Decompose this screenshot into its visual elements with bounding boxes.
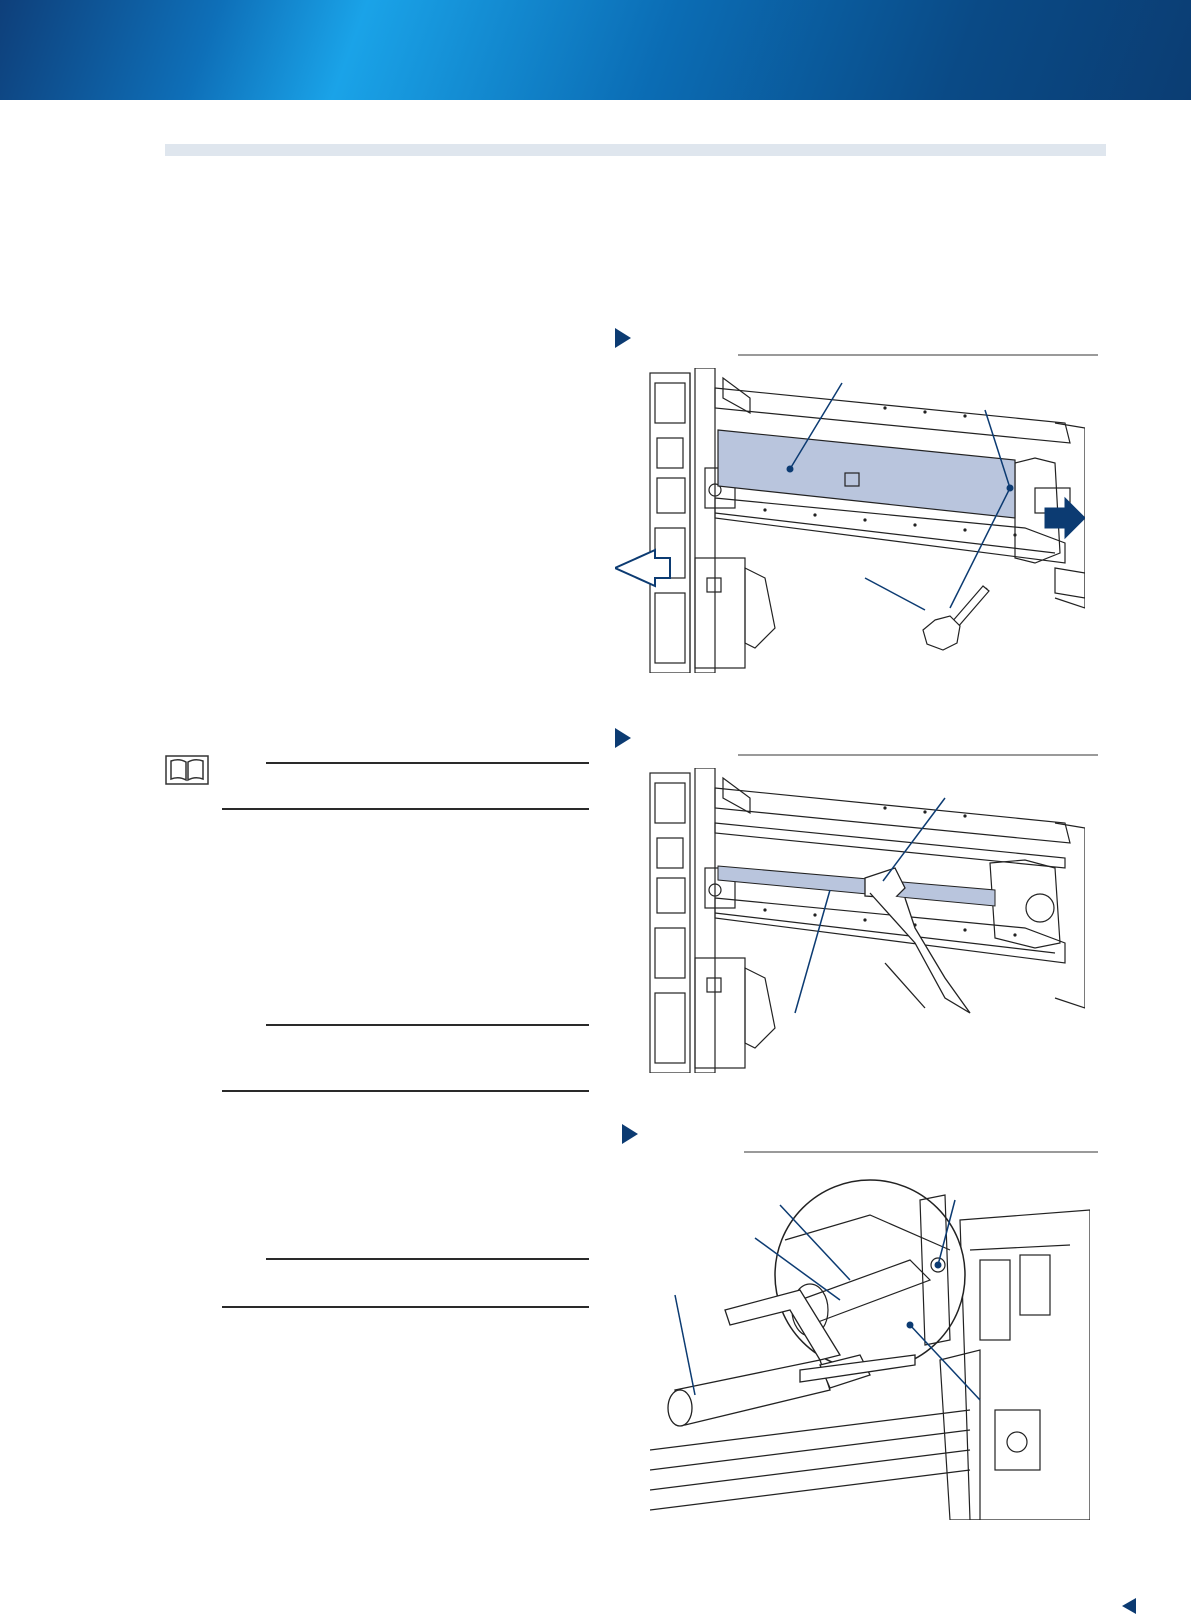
section-title-bar bbox=[165, 144, 1106, 156]
figure-apply-grease bbox=[650, 1160, 1090, 1520]
figure-wipe-rail bbox=[615, 768, 1085, 1073]
previous-page-arrow-icon[interactable] bbox=[1122, 1598, 1136, 1614]
figure-remove-cover bbox=[615, 368, 1085, 673]
caution-1-rule-top bbox=[266, 1024, 589, 1026]
step-1-rule bbox=[738, 354, 1098, 356]
caution-2-rule-top bbox=[266, 1258, 589, 1260]
note-rule-bottom bbox=[222, 808, 589, 810]
step-3-marker bbox=[622, 1124, 638, 1144]
manual-book-icon bbox=[165, 755, 209, 785]
caution-1-rule-bottom bbox=[222, 1090, 589, 1092]
header-band bbox=[0, 0, 1191, 100]
step-2-rule bbox=[738, 754, 1098, 756]
caution-2-rule-bottom bbox=[222, 1306, 589, 1308]
note-rule-top bbox=[266, 762, 589, 764]
step-1-marker bbox=[615, 328, 631, 348]
step-2-marker bbox=[615, 728, 631, 748]
step-3-rule bbox=[744, 1151, 1098, 1153]
